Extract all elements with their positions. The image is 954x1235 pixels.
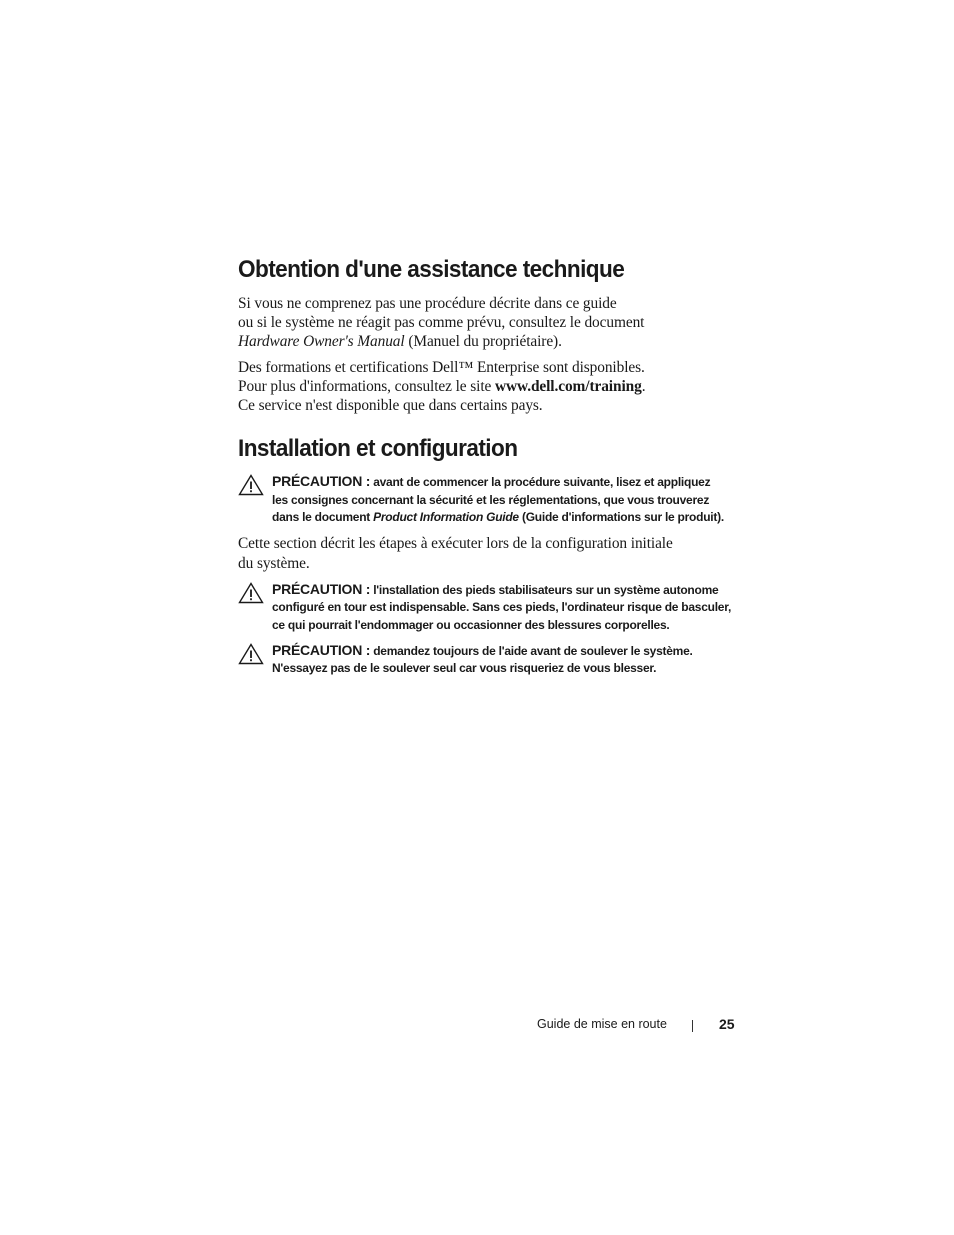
text-line: Des formations et certifications Dell™ Enterprise sont disponibles.	[238, 358, 645, 376]
warning-triangle-icon	[238, 474, 264, 496]
text-fragment: .	[641, 377, 646, 395]
section-title-support: Obtention d'une assistance technique	[238, 256, 625, 283]
text-line	[238, 332, 738, 351]
footer-divider	[692, 1020, 693, 1032]
caution-label: PRÉCAUTION :	[272, 473, 371, 490]
text-line: du système.	[238, 554, 310, 572]
text-line: ou si le système ne réagit pas comme prévu, consultez le document	[238, 314, 645, 332]
text-line	[272, 642, 738, 660]
page-number: 25	[719, 1016, 735, 1032]
caution-label: PRÉCAUTION :	[272, 642, 371, 659]
text-fragment: Pour plus d'informations, consultez le site	[238, 377, 495, 395]
warning-triangle-icon	[238, 643, 264, 665]
text-fragment: demandez toujours de l'aide avant de soulever le système.	[370, 644, 693, 659]
warning-triangle-icon	[238, 582, 264, 604]
text-fragment: dans le document	[272, 510, 374, 525]
caution-text	[272, 642, 738, 678]
footer-guide-title: Guide de mise en route	[537, 1017, 667, 1031]
caution-notice-3	[238, 642, 738, 678]
text-line	[272, 509, 738, 526]
text-line: configuré en tour est indispensable. Sans ces pieds, l'ordinateur risque de basculer,	[272, 600, 732, 615]
caution-label: PRÉCAUTION :	[272, 580, 371, 597]
text-line: ce qui pourrait l'endommager ou occasionner des blessures corporelles.	[272, 617, 670, 632]
text-line	[272, 473, 738, 491]
text-fragment: avant de commencer la procédure suivante, lisez et appliquez	[370, 475, 711, 490]
manual-title: Hardware Owner's Manual	[238, 333, 405, 351]
caution-text	[272, 473, 738, 526]
caution-notice-2	[238, 581, 738, 634]
support-paragraph-1	[238, 294, 738, 352]
text-fragment: (Manuel du propriétaire).	[404, 333, 562, 351]
caution-text	[272, 581, 738, 634]
page-content	[238, 256, 738, 686]
page-footer	[0, 1015, 954, 1035]
text-line	[238, 377, 738, 396]
section-title-setup: Installation et configuration	[238, 435, 518, 463]
text-line: les consignes concernant la sécurité et les réglementations, que vous trouverez	[272, 492, 710, 507]
text-line: Si vous ne comprenez pas une procédure décrite dans ce guide	[238, 295, 617, 312]
text-fragment: l'installation des pieds stabilisateurs sur un système autonome	[370, 582, 719, 597]
guide-title: Product Information Guide	[373, 510, 519, 525]
setup-paragraph	[238, 534, 738, 572]
text-fragment: (Guide d'informations sur le produit).	[518, 510, 724, 525]
training-url: www.dell.com/training	[495, 377, 642, 395]
text-line: N'essayez pas de le soulever seul car vous risqueriez de vous blesser.	[272, 661, 657, 676]
text-line: Cette section décrit les étapes à exécuter lors de la configuration initiale	[238, 535, 673, 553]
support-paragraph-2	[238, 358, 738, 416]
text-line: Ce service n'est disponible que dans certains pays.	[238, 397, 543, 415]
caution-notice-1	[238, 473, 738, 526]
text-line	[272, 581, 738, 599]
